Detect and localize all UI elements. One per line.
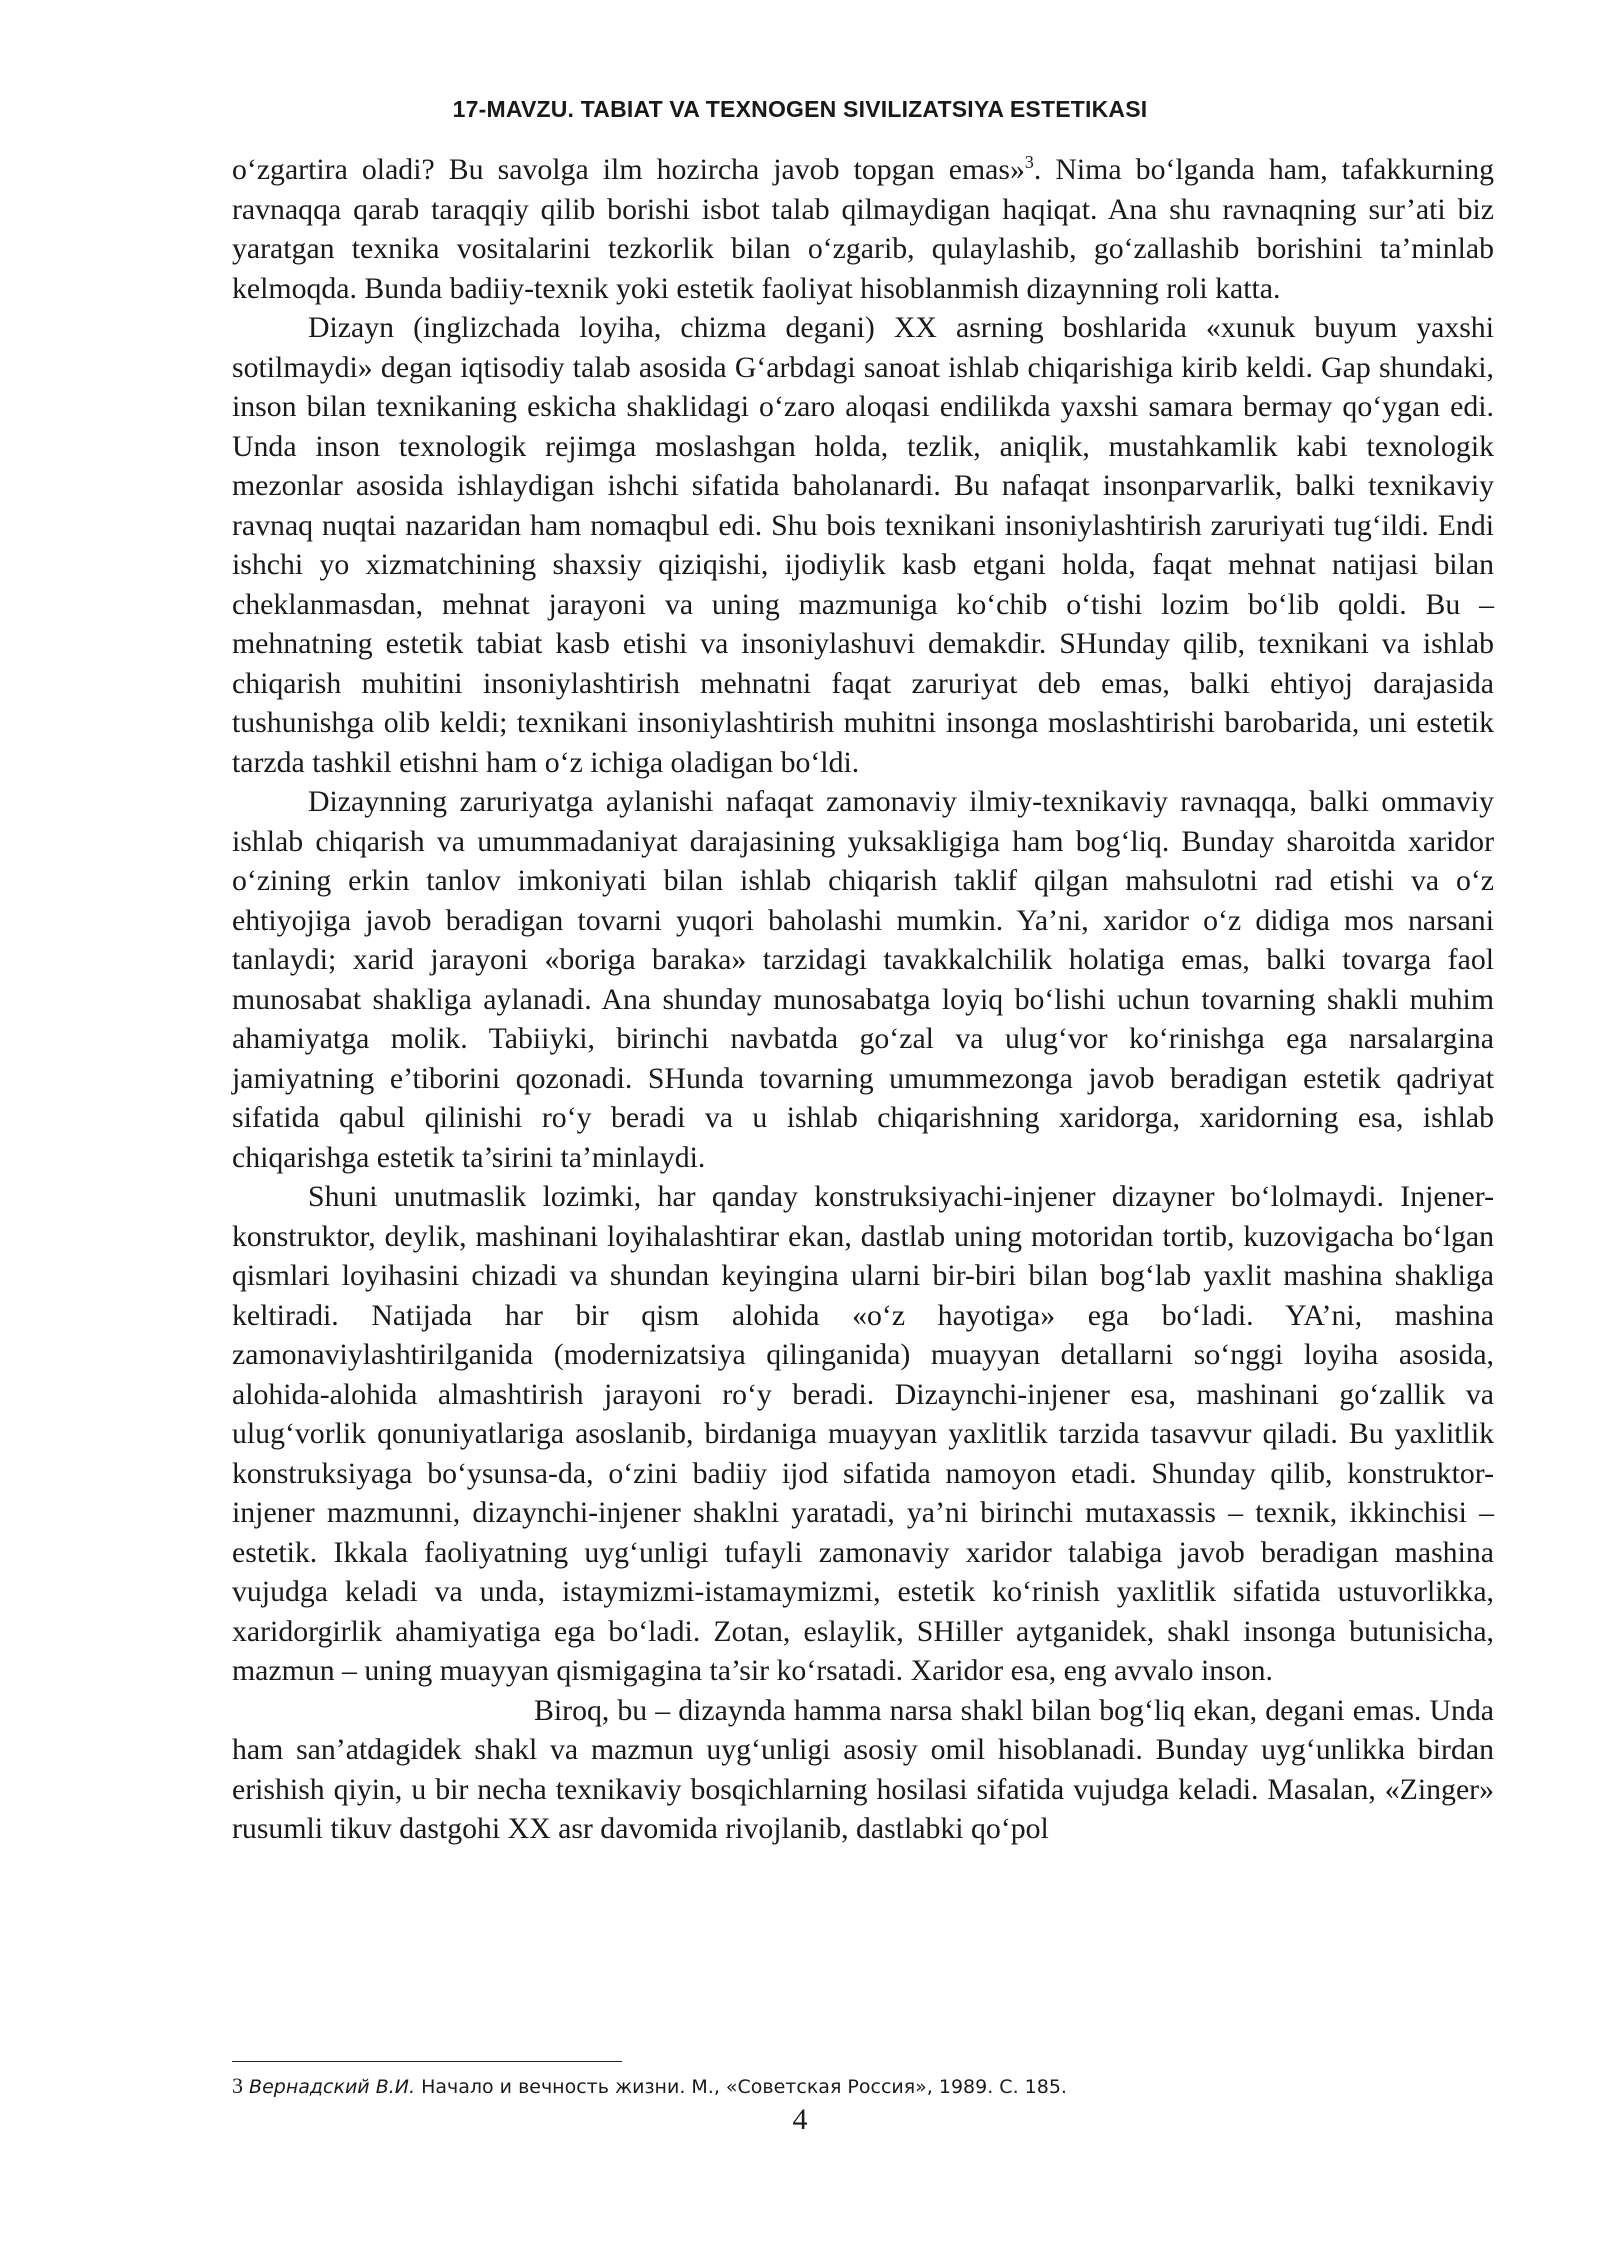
paragraph-continuation (232, 150, 1494, 308)
paragraph-engineer-designer: Shuni unutmaslik lozimki, har qanday konstruksiyachi-injener dizayner bo‘lolmaydi. Injener-konstruktor, deylik, mashinani loyihalashtirar ekan, dastlab uning motoridan tortib, kuzovigacha bo‘lgan qismlari loyihasini chizadi va shundan keyingina ularni bir-biri bilan bog‘lab yaxlit mashina shakliga keltiradi. Natijada har bir qism alohida «o‘z hayotiga» ega bo‘ladi. YA’ni, mashina zamonaviylashtirilganida (modernizatsiya qilinganida) muayyan detallarni so‘nggi loyiha asosida, alohida-alohida almashtirish jarayoni ro‘y beradi. Dizaynchi-injener esa, mashinani go‘zallik va ulug‘vorlik qonuniyatlariga asoslanib, birdaniga muayyan yaxlitlik tarzida tasavvur qiladi. Bu yaxlitlik konstruksiyaga bo‘ysunsa-da, o‘zini badiiy ijod sifatida namoyon etadi. Shunday qilib, konstruktor-injener mazmunni, dizaynchi-injener shaklni yaratadi, ya’ni birinchi mutaxassis – texnik, ikkinchisi – estetik. Ikkala faoliyatning uyg‘unligi tufayli zamonaviy xaridor talabiga javob beradigan mashina vujudga keladi va unda, istaymizmi-istamaymizmi, estetik ko‘rinish yaxlitlik sifatida ustuvorlikka, xaridorgirlik ahamiyatiga ega bo‘ladi. Zotan, eslaylik, SHiller aytganidek, shakl insonga butunisicha, mazmun – uning muayyan qismigagina ta’sir ko‘rsatadi. Xaridor esa, eng avvalo inson. (232, 1180, 1494, 1687)
paragraph-text: o‘zgartira oladi? Bu savolga ilm hozircha javob topgan emas» (232, 153, 1025, 186)
footnote-reference[interactable]: 3 (1024, 152, 1034, 173)
main-text (232, 150, 1494, 1849)
footnote-separator (232, 2061, 622, 2062)
footnote (232, 2072, 1494, 2101)
paragraph-form-content: Biroq, bu – dizaynda hamma narsa shakl bilan bog‘liq ekan, degani emas. Unda ham san’atdagidek shakl va mazmun uyg‘unligi asosiy omil hisoblanadi. Bunday uyg‘unlikka birdan erishish qiyin, u bir necha texnikaviy bosqichlarning hosilasi sifatida vujudga keladi. Masalan, «Zinger» rusumli tikuv dastgohi XX asr davomida rivojlanib, dastlabki qo‘pol (232, 1693, 1494, 1845)
page-number: 4 (792, 2103, 808, 2136)
paragraph-design-necessity: Dizaynning zaruriyatga aylanishi nafaqat zamonaviy ilmiy-texnikaviy ravnaqqa, balki ommaviy ishlab chiqarish va umummadaniyat darajasining yuksakligiga ham bog‘liq. Bunday sharoitda xaridor o‘zining erkin tanlov imkoniyati bilan ishlab chiqarish taklif qilgan mahsulotni rad etishi va o‘z ehtiyojiga javob beradigan tovarni yuqori baholashi mumkin. Ya’ni, xaridor o‘z didiga mos narsani tanlaydi; xarid jarayoni «boriga baraka» tarzidagi tavakkalchilik holatiga emas, balki tovarga faol munosabat shakliga aylanadi. Ana shunday munosabatga loyiq bo‘lishi uchun tovarning shakli muhim ahamiyatga molik. Tabiiyki, birinchi navbatda go‘zal va ulug‘vor ko‘rinishga ega narsalargina jamiyatning e’tiborini qozonadi. SHunda tovarning umummezonga javob beradigan estetik qadriyat sifatida qabul qilinishi ro‘y beradi va u ishlab chiqarishning xaridorga, xaridorning esa, ishlab chiqarishga estetik ta’sirini ta’minlaydi. (232, 785, 1494, 1174)
paragraph-text: . Nima bo‘lganda ham, tafakkurning ravnaqqa qarab taraqqiy qilib borishi isbot talab qilmaydigan haqiqat. Ana shu ravnaqning sur’ati biz yaratgan texnika vositalarini tezkorlik bilan o‘zgarib, qulaylashib, go‘zallashib borishini ta’minlab kelmoqda. Bunda badiiy-texnik yoki estetik faoliyat hisoblanmish dizaynning roli katta. (232, 153, 1494, 305)
paragraph-design-origin: Dizayn (inglizchada loyiha, chizma degani) XX asrning boshlarida «xunuk buyum yaxshi sotilmaydi» degan iqtisodiy talab asosida G‘arbdagi sanoat ishlab chiqarishiga kirib keldi. Gap shundaki, inson bilan texnikaning eskicha shaklidagi o‘zaro aloqasi endilikda yaxshi samara bermay qo‘ygan edi. Unda inson texnologik rejimga moslashgan holda, tezlik, aniqlik, mustahkamlik kabi texnologik mezonlar asosida ishlaydigan ishchi sifatida baholanardi. Bu nafaqat insonparvarlik, balki texnikaviy ravnaq nuqtai nazaridan ham nomaqbul edi. Shu bois texnikani insoniylashtirish zaruriyati tug‘ildi. Endi ishchi yo xizmatchining shaxsiy qiziqishi, ijodiylik kasb etgani holda, faqat mehnat natijasi bilan cheklanmasdan, mehnat jarayoni va uning mazmuniga ko‘chib o‘tishi lozim bo‘lib qoldi. Bu – mehnatning estetik tabiat kasb etishi va insoniylashuvi demakdir. SHunday qilib, texnikani va ishlab chiqarish muhitini insoniylashtirish mehnatni faqat zaruriyat deb emas, balki ehtiyoj darajasida tushunishga olib keldi; texnikani insoniylashtirish muhitni insonga moslashtirishi barobarida, uni estetik tarzda tashkil etishni ham o‘z ichiga oladigan bo‘ldi. (232, 311, 1494, 779)
footnote-number: 3 (232, 2073, 243, 2098)
footnote-text: Начало и вечность жизни. М., «Советская Россия», 1989. С. 185. (415, 2076, 1067, 2098)
footnote-author: Вернадский В.И. (249, 2076, 416, 2098)
page-header: 17-MAVZU. TABIAT VA TEXNOGEN SIVILIZATSIYA ESTETIKASI (452, 96, 1148, 122)
